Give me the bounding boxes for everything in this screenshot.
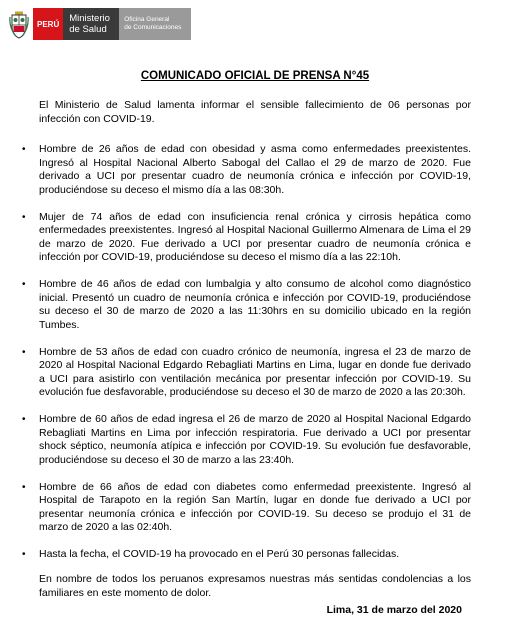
office-label: Oficina General de Comunicaciones xyxy=(119,8,191,40)
list-item: • Hombre de 60 años de edad ingresa el 26 de marzo de 2020 al Hospital Nacional Edgardo Rebagliati Martins en Lima por infección respiratoria. Fue derivado a UCI por presentar shock séptico, neumonía atípica e infección por COVID-19. Su evolución fue desfavorable, produciéndose su deceso el 30 de marzo a las 23:40h. xyxy=(22,413,471,466)
summary-text: Hasta la fecha, el COVID-19 ha provocado en el Perú 30 personas fallecidas. xyxy=(39,548,400,560)
intro-paragraph: El Ministerio de Salud lamenta informar el sensible fallecimiento de 06 personas por infección con COVID-19. xyxy=(39,99,471,125)
bullet-icon: • xyxy=(22,211,26,223)
cases-list xyxy=(22,143,471,548)
bullet-icon: • xyxy=(22,414,26,425)
bullet-icon: • xyxy=(22,144,26,155)
list-item: • Hombre de 26 años de edad con obesidad y asma como enfermedades preexistentes. Ingresó al Hospital Nacional Alberto Sabogal del Callao el 29 de marzo de 2020. Fue derivado a UCI por presentar cuadro de neumonía crónica e infección por COVID-19, produciéndose su deceso el mismo día a las 08:30h. xyxy=(22,143,471,196)
peru-label: PERÚ xyxy=(33,8,63,40)
list-item: • Hombre de 66 años de edad con diabetes como enfermedad preexistente. Ingresó al Hospital de Tarapoto en la región San Martín, lugar en donde fue derivado a UCI por presentar neumonía crónica e infección por COVID-19. Su deceso se produjo el 31 de marzo de 2020 a las 02:40h. xyxy=(22,480,471,533)
bullet-icon: • xyxy=(22,481,26,493)
bullet-icon: • xyxy=(22,279,26,290)
bullet-icon: • xyxy=(22,346,26,358)
list-item: • Mujer de 74 años de edad con insuficiencia renal crónica y cirrosis hepática como enfermedades preexistentes. Ingresó al Hospital Nacional Guillermo Almenara de Lima el 29 de marzo de 2020. Fue derivado a UCI por presentar cuadro de neumonía crónica e infección por COVID-19, produciéndose su deceso el mismo día a las 22:10h. xyxy=(22,210,471,263)
ministry-header xyxy=(8,8,191,44)
page-title: COMUNICADO OFICIAL DE PRENSA N°45 xyxy=(140,70,370,82)
national-seal-icon xyxy=(8,9,30,41)
dateline: Lima, 31 de marzo del 2020 xyxy=(326,604,462,616)
closing-paragraph: En nombre de todos los peruanos expresamos nuestras más sentidas condolencias a los familiares en este momento de dolor. xyxy=(39,573,471,599)
bullet-icon: • xyxy=(22,549,26,560)
summary-item xyxy=(22,548,471,562)
list-item: • Hombre de 53 años de edad con cuadro crónico de neumonía, ingresa el 23 de marzo de 2020 al Hospital Nacional Edgardo Rebagliati Martins en Lima, lugar en donde fue derivado a UCI para asistirlo con ventilación mecánica por presentar infección por COVID-19. Su evolución fue desfavorable, produciéndose su deceso el 30 de marzo de 2020 a las 20:30h. xyxy=(22,345,471,398)
ministry-label: Ministerio de Salud xyxy=(63,8,119,40)
list-item: • Hombre de 46 años de edad con lumbalgia y alto consumo de alcohol como diagnóstico inicial. Presentó un cuadro de neumonía crónica e infección por COVID-19, produciéndose su deceso el 30 de marzo de 2020 a las 11:30hrs en su domicilio ubicado en la región Tumbes. xyxy=(22,278,471,331)
